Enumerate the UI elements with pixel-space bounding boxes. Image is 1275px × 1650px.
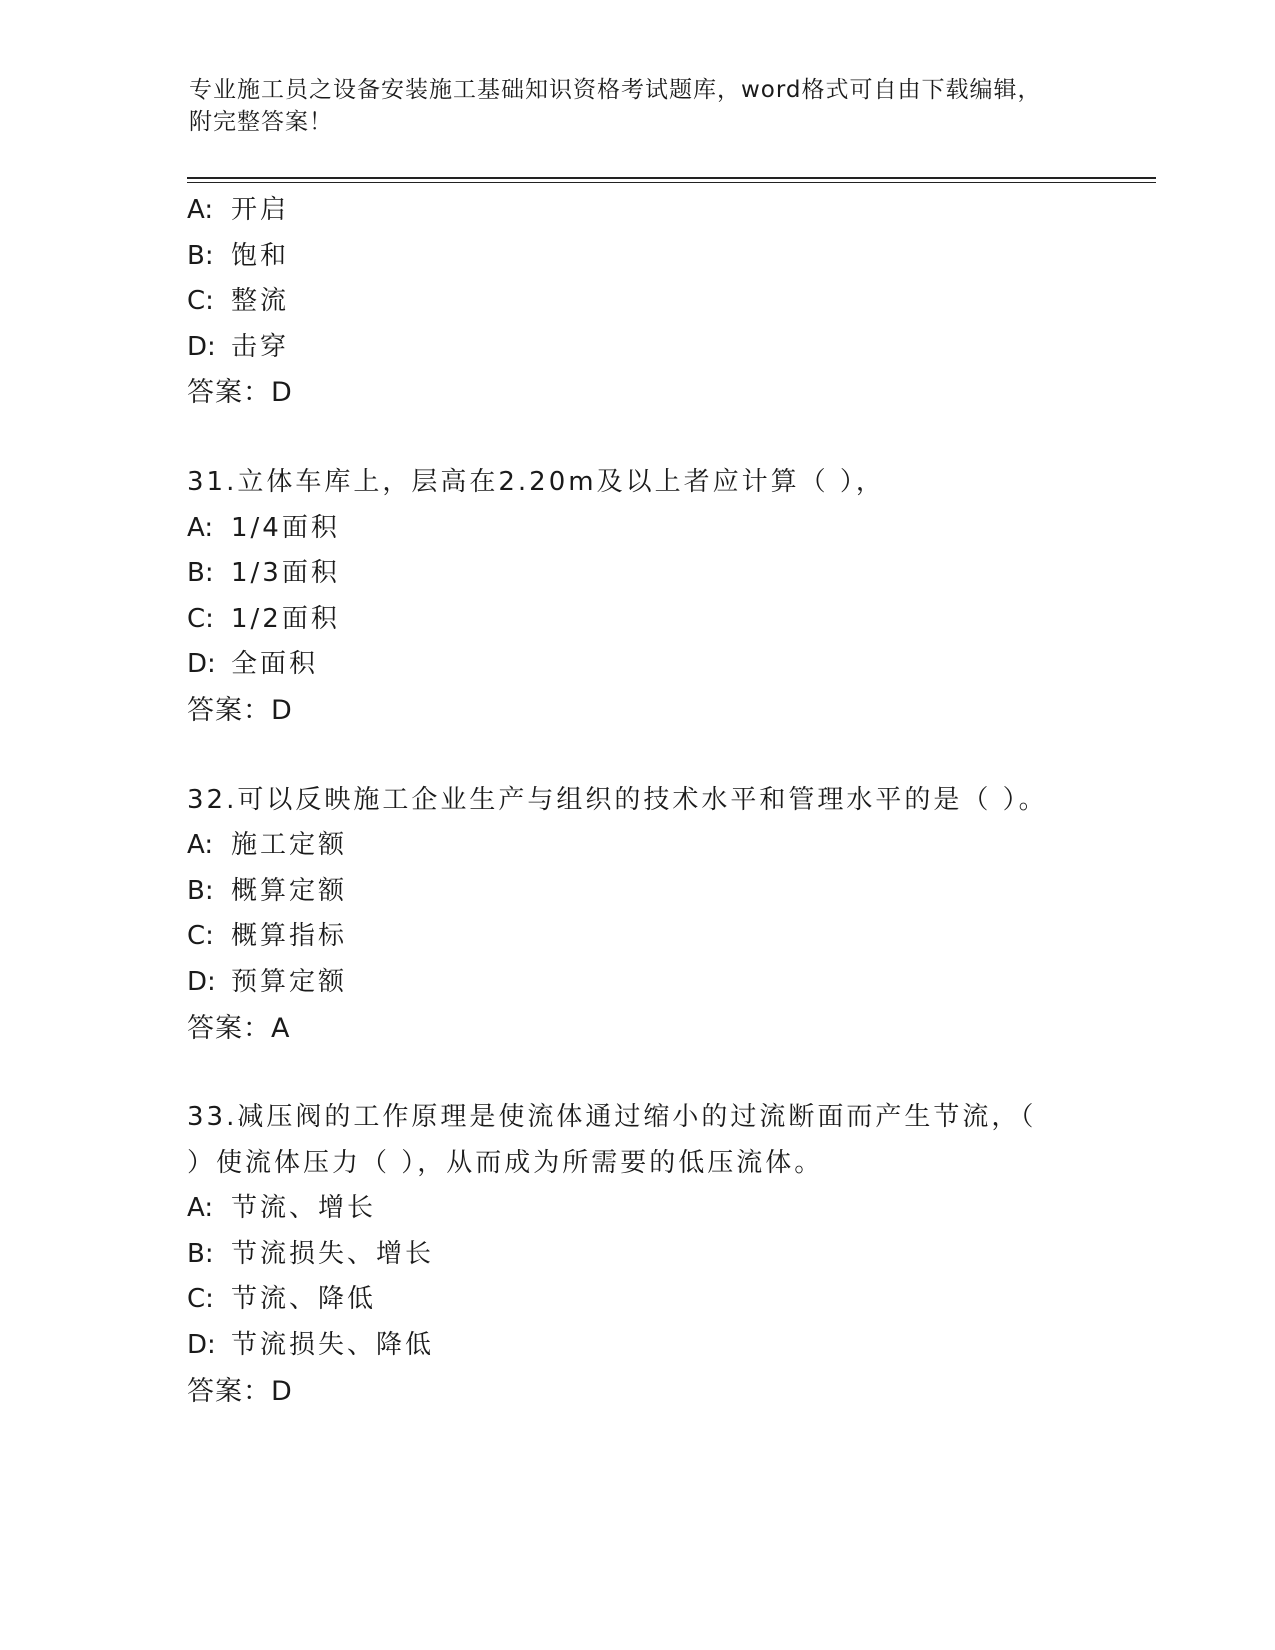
- option-c: [187, 1277, 1147, 1323]
- question-block-partial: [187, 188, 1147, 416]
- question-list: [187, 188, 1147, 1414]
- question-stem: 31.立体车库上，层高在2.20m及以上者应计算（ ），: [187, 466, 885, 497]
- spacer: [187, 734, 1147, 778]
- option-label: D:: [187, 1330, 216, 1361]
- option-label: B:: [187, 240, 214, 271]
- option-text: 1/2面积: [231, 603, 340, 634]
- option-label: C:: [187, 1284, 214, 1315]
- option-text: 施工定额: [231, 830, 348, 861]
- option-label: A:: [187, 1193, 214, 1224]
- option-b: [187, 551, 1147, 597]
- question-stem-continued: ）使流体压力（ ），从而成为所需要的低压流体。: [187, 1147, 824, 1178]
- header-divider-thin: [187, 182, 1156, 183]
- option-label: C:: [187, 603, 214, 634]
- option-d: [187, 960, 1147, 1006]
- option-a: [187, 1186, 1147, 1232]
- option-label: C:: [187, 286, 214, 317]
- option-text: 击穿: [231, 331, 290, 362]
- option-text: 预算定额: [231, 966, 348, 997]
- header-line-2: 附完整答案！: [189, 109, 333, 135]
- option-c: [187, 597, 1147, 643]
- option-b: [187, 1232, 1147, 1278]
- option-text: 节流、增长: [231, 1193, 377, 1224]
- answer-line: 答案：D: [187, 694, 293, 726]
- spacer: [187, 416, 1147, 460]
- option-text: 全面积: [231, 649, 319, 680]
- option-a: [187, 823, 1147, 869]
- option-c: [187, 914, 1147, 960]
- option-label: D:: [187, 331, 216, 362]
- option-a: [187, 188, 1147, 234]
- question-block-32: [187, 778, 1147, 1052]
- option-text: 概算指标: [231, 921, 348, 952]
- option-label: A:: [187, 830, 214, 861]
- spacer: [187, 1051, 1147, 1095]
- option-label: B:: [187, 558, 214, 589]
- option-label: A:: [187, 512, 214, 543]
- question-block-33: [187, 1095, 1147, 1414]
- question-stem: 32.可以反映施工企业生产与组织的技术水平和管理水平的是（ ）。: [187, 784, 1048, 815]
- option-label: B:: [187, 1238, 214, 1269]
- header-divider-thick: [187, 177, 1156, 179]
- option-text: 饱和: [231, 240, 290, 271]
- answer-line: 答案：A: [187, 1012, 291, 1044]
- option-text: 节流损失、增长: [231, 1238, 435, 1269]
- option-label: A:: [187, 195, 214, 225]
- option-d: [187, 642, 1147, 688]
- option-label: D:: [187, 649, 216, 680]
- answer-line: 答案：D: [187, 377, 293, 409]
- option-text: 1/3面积: [231, 558, 340, 589]
- option-c: [187, 279, 1147, 325]
- option-text: 概算定额: [231, 875, 348, 906]
- option-text: 开启: [231, 195, 290, 225]
- option-label: C:: [187, 921, 214, 952]
- question-block-31: [187, 460, 1147, 734]
- option-text: 整流: [231, 286, 290, 317]
- option-b: [187, 234, 1147, 280]
- option-b: [187, 869, 1147, 915]
- option-d: [187, 325, 1147, 371]
- header-line-1: 专业施工员之设备安装施工基础知识资格考试题库，word格式可自由下载编辑，: [189, 77, 1042, 103]
- question-stem: 33.减压阀的工作原理是使流体通过缩小的过流断面而产生节流，（: [187, 1102, 1037, 1133]
- option-text: 节流、降低: [231, 1284, 377, 1315]
- option-d: [187, 1323, 1147, 1369]
- option-a: [187, 506, 1147, 552]
- document-header: [189, 74, 1089, 138]
- option-label: D:: [187, 966, 216, 997]
- option-text: 节流损失、降低: [231, 1330, 435, 1361]
- answer-line: 答案：D: [187, 1375, 293, 1407]
- option-text: 1/4面积: [231, 512, 340, 543]
- option-label: B:: [187, 875, 214, 906]
